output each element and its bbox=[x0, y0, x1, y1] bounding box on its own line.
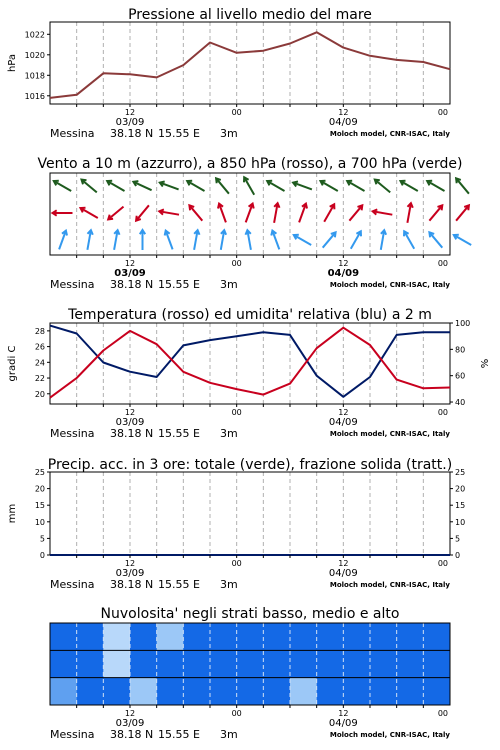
wind-arrow-shaft bbox=[347, 181, 364, 191]
date-label: 03/09 bbox=[114, 268, 146, 279]
location-lon: 15.55 E bbox=[158, 427, 200, 440]
chart-title: Pressione al livello medio del mare bbox=[128, 7, 372, 23]
wind-arrow-shaft bbox=[324, 204, 334, 221]
y-tick-label: 24 bbox=[34, 358, 45, 368]
temperature-line bbox=[50, 328, 450, 398]
y-tick-label-right: 80 bbox=[455, 345, 466, 355]
x-tick-label: 00 bbox=[437, 709, 448, 718]
wind-arrow bbox=[59, 231, 67, 250]
cloud-cell bbox=[210, 650, 237, 677]
cloud-cell bbox=[237, 678, 264, 705]
wind-arrow bbox=[427, 181, 444, 191]
y-tick-label: 15 bbox=[34, 501, 45, 511]
wind-arrow bbox=[114, 230, 119, 250]
wind-arrow-shaft bbox=[429, 232, 442, 247]
wind-arrow-shaft bbox=[136, 205, 149, 220]
cloud-cell bbox=[210, 623, 237, 650]
wind-arrow bbox=[267, 181, 284, 191]
cloud-cell bbox=[183, 623, 210, 650]
cloud-cell bbox=[263, 678, 290, 705]
wind-arrow bbox=[456, 178, 469, 193]
x-tick-label: 00 bbox=[231, 259, 242, 268]
wind-arrow bbox=[456, 205, 469, 220]
chart-title: Vento a 10 m (azzurro), a 850 hPa (rosso), a 700 hPa (verde) bbox=[37, 156, 463, 172]
wind-arrow bbox=[107, 181, 124, 191]
y-tick-label-right: 40 bbox=[455, 398, 466, 408]
location-alt: 3m bbox=[220, 278, 238, 291]
wind-arrow bbox=[133, 181, 151, 190]
wind-arrow-shaft bbox=[454, 235, 471, 245]
cloud-cell bbox=[103, 623, 130, 650]
y-axis-label: gradi C bbox=[7, 345, 18, 382]
y-axis-label: hPa bbox=[7, 53, 18, 73]
model-credit: Moloch model, CNR-ISAC, Italy bbox=[329, 731, 450, 739]
cloud-cell bbox=[290, 623, 317, 650]
wind-arrow-shaft bbox=[54, 181, 71, 191]
y-tick-label: 28 bbox=[34, 326, 45, 336]
location-lon: 15.55 E bbox=[158, 127, 200, 140]
cloud-cell bbox=[103, 650, 130, 677]
precipitation-panel bbox=[7, 457, 465, 591]
location-alt: 3m bbox=[220, 728, 238, 741]
y-tick-label: 1022 bbox=[24, 30, 45, 40]
wind-arrow-shaft bbox=[456, 205, 469, 220]
cloud-cell bbox=[157, 678, 184, 705]
model-credit: Moloch model, CNR-ISAC, Italy bbox=[329, 581, 450, 589]
y-tick-label: 1018 bbox=[24, 71, 45, 81]
y-tick-label-right: 10 bbox=[455, 517, 466, 527]
wind-arrow-shaft bbox=[351, 231, 361, 248]
humidity-line bbox=[50, 326, 450, 397]
pressure-panel bbox=[7, 7, 450, 140]
cloud-cell bbox=[103, 678, 130, 705]
wind-arrow bbox=[323, 232, 336, 247]
pressure-line bbox=[50, 32, 450, 98]
y-axis-label-right: % bbox=[480, 358, 491, 369]
wind-arrow bbox=[160, 182, 179, 190]
cloud-cell bbox=[343, 623, 370, 650]
wind-arrow bbox=[293, 182, 312, 190]
model-credit: Moloch model, CNR-ISAC, Italy bbox=[329, 430, 450, 438]
wind-arrow bbox=[407, 203, 412, 223]
clouds-panel bbox=[50, 606, 450, 741]
cloud-cell bbox=[397, 623, 424, 650]
wind-arrow bbox=[351, 231, 361, 248]
date-label: 03/09 bbox=[115, 568, 145, 579]
chart-title: Nuvolosita' negli strati basso, medio e alto bbox=[100, 606, 400, 622]
cloud-cell bbox=[237, 650, 264, 677]
cloud-cell bbox=[317, 650, 344, 677]
x-tick-label: 12 bbox=[124, 408, 136, 417]
location-name: Messina bbox=[50, 278, 95, 291]
y-tick-label-right: 60 bbox=[455, 371, 466, 381]
location-name: Messina bbox=[50, 127, 95, 140]
x-tick-label: 00 bbox=[437, 108, 448, 117]
x-tick-label: 00 bbox=[231, 408, 242, 417]
wind-arrow bbox=[429, 232, 442, 247]
cloud-cell bbox=[210, 678, 237, 705]
cloud-cell bbox=[157, 650, 184, 677]
wind-arrow-shaft bbox=[189, 205, 202, 220]
wind-arrow bbox=[108, 207, 123, 220]
y-tick-label: 5 bbox=[39, 534, 45, 544]
wind-arrow bbox=[82, 180, 97, 193]
wind-panel bbox=[37, 156, 471, 291]
wind-arrow bbox=[299, 204, 307, 223]
location-lat: 38.18 N bbox=[110, 278, 154, 291]
x-tick-label: 12 bbox=[124, 559, 136, 568]
x-tick-label: 00 bbox=[437, 559, 448, 568]
date-label: 03/09 bbox=[115, 417, 145, 428]
y-tick-label-right: 15 bbox=[455, 501, 466, 511]
wind-arrow bbox=[324, 204, 334, 221]
plot-frame bbox=[50, 22, 450, 104]
y-tick-label: 20 bbox=[34, 484, 45, 494]
y-axis-label: mm bbox=[7, 503, 18, 524]
y-tick-label: 1020 bbox=[24, 50, 45, 60]
cloud-cell bbox=[263, 650, 290, 677]
y-tick-label: 22 bbox=[34, 374, 45, 384]
cloud-cell bbox=[50, 623, 77, 650]
wind-arrow bbox=[216, 178, 229, 193]
wind-arrow bbox=[347, 181, 364, 191]
x-tick-label: 12 bbox=[338, 709, 349, 718]
wind-arrow bbox=[187, 181, 204, 191]
y-tick-label-right: 100 bbox=[455, 319, 471, 328]
chart-title: Precip. acc. in 3 ore: totale (verde), frazione solida (tratt.) bbox=[47, 457, 453, 473]
cloud-cell bbox=[130, 678, 157, 705]
date-label: 03/09 bbox=[115, 117, 145, 128]
x-tick-label: 12 bbox=[124, 259, 136, 268]
date-label: 04/09 bbox=[328, 568, 358, 579]
chart-title: Temperatura (rosso) ed umidita' relativa (blu) a 2 m bbox=[68, 307, 432, 323]
location-alt: 3m bbox=[220, 578, 238, 591]
wind-arrow-shaft bbox=[133, 182, 151, 190]
wind-arrow bbox=[165, 231, 173, 250]
wind-arrow bbox=[140, 230, 145, 250]
location-alt: 3m bbox=[220, 127, 238, 140]
wind-arrow bbox=[244, 177, 254, 194]
location-lon: 15.55 E bbox=[158, 278, 200, 291]
wind-arrow bbox=[218, 204, 226, 223]
x-tick-label: 00 bbox=[231, 559, 242, 568]
wind-arrow bbox=[373, 209, 393, 214]
wind-arrow-shaft bbox=[401, 181, 418, 191]
date-label: 04/09 bbox=[327, 268, 360, 279]
x-tick-label: 00 bbox=[231, 108, 242, 117]
date-label: 03/09 bbox=[115, 718, 145, 729]
x-tick-label: 12 bbox=[338, 559, 349, 568]
location-alt: 3m bbox=[220, 427, 238, 440]
y-tick-label: 20 bbox=[34, 389, 45, 399]
wind-arrow bbox=[271, 231, 279, 250]
wind-arrow bbox=[429, 205, 442, 220]
cloud-cell bbox=[50, 650, 77, 677]
cloud-cell bbox=[423, 650, 450, 677]
wind-arrow-shaft bbox=[429, 205, 442, 220]
x-tick-label: 00 bbox=[231, 709, 242, 718]
temperature-panel bbox=[7, 307, 491, 440]
cloud-cell bbox=[290, 650, 317, 677]
cloud-cell bbox=[157, 623, 184, 650]
wind-arrow-shaft bbox=[456, 178, 469, 193]
wind-arrow bbox=[404, 231, 414, 248]
wind-arrow bbox=[136, 205, 149, 220]
wind-arrow-shaft bbox=[108, 207, 123, 220]
cloud-cell bbox=[370, 678, 397, 705]
wind-arrow-shaft bbox=[294, 235, 311, 245]
x-tick-label: 12 bbox=[338, 259, 349, 268]
wind-arrow bbox=[454, 235, 471, 245]
wind-arrow-shaft bbox=[267, 181, 284, 191]
wind-arrow bbox=[349, 205, 362, 220]
cloud-cell bbox=[397, 678, 424, 705]
wind-arrow-shaft bbox=[375, 180, 390, 193]
y-tick-label: 25 bbox=[34, 468, 45, 477]
location-name: Messina bbox=[50, 578, 95, 591]
cloud-cell bbox=[343, 678, 370, 705]
wind-arrow bbox=[246, 204, 254, 223]
cloud-cell bbox=[237, 623, 264, 650]
wind-arrow-shaft bbox=[244, 177, 254, 194]
wind-arrow bbox=[194, 230, 199, 250]
wind-arrow-shaft bbox=[427, 181, 444, 191]
wind-arrow-shaft bbox=[323, 232, 336, 247]
wind-arrow-shaft bbox=[187, 181, 204, 191]
cloud-cell bbox=[77, 678, 104, 705]
wind-arrow bbox=[53, 210, 73, 215]
cloud-cell bbox=[183, 678, 210, 705]
y-tick-label-right: 25 bbox=[455, 468, 466, 477]
wind-arrow bbox=[189, 205, 202, 220]
cloud-cell bbox=[343, 650, 370, 677]
model-credit: Moloch model, CNR-ISAC, Italy bbox=[329, 281, 450, 289]
x-tick-label: 12 bbox=[124, 709, 136, 718]
cloud-cell bbox=[130, 623, 157, 650]
wind-arrow-shaft bbox=[404, 231, 414, 248]
wind-arrow-shaft bbox=[349, 205, 362, 220]
cloud-cell bbox=[370, 623, 397, 650]
cloud-cell bbox=[130, 650, 157, 677]
x-tick-label: 00 bbox=[437, 259, 448, 268]
y-tick-label-right: 5 bbox=[455, 534, 461, 544]
y-tick-label: 10 bbox=[34, 517, 45, 527]
y-tick-label-right: 20 bbox=[455, 484, 466, 494]
plot-frame bbox=[50, 472, 450, 555]
cloud-cell bbox=[423, 678, 450, 705]
location-lat: 38.18 N bbox=[110, 127, 154, 140]
cloud-cell bbox=[397, 650, 424, 677]
wind-arrow-shaft bbox=[82, 180, 97, 193]
location-lat: 38.18 N bbox=[110, 578, 154, 591]
location-name: Messina bbox=[50, 728, 95, 741]
cloud-cell bbox=[77, 650, 104, 677]
wind-arrow-shaft bbox=[321, 181, 338, 191]
wind-arrow bbox=[54, 181, 71, 191]
wind-arrow bbox=[87, 230, 92, 250]
cloud-cell bbox=[263, 623, 290, 650]
y-tick-label: 1016 bbox=[24, 91, 45, 101]
date-label: 04/09 bbox=[328, 718, 358, 729]
wind-arrow bbox=[401, 181, 418, 191]
cloud-cell bbox=[77, 623, 104, 650]
x-tick-label: 00 bbox=[437, 408, 448, 417]
cloud-cell bbox=[290, 678, 317, 705]
y-tick-label: 26 bbox=[34, 342, 45, 352]
model-credit: Moloch model, CNR-ISAC, Italy bbox=[329, 130, 450, 138]
x-tick-label: 12 bbox=[338, 108, 349, 117]
date-label: 04/09 bbox=[328, 117, 358, 128]
wind-arrow-shaft bbox=[81, 208, 98, 218]
wind-arrow bbox=[159, 209, 179, 214]
wind-arrow bbox=[221, 230, 226, 250]
wind-arrow bbox=[321, 181, 338, 191]
wind-arrow-shaft bbox=[216, 178, 229, 193]
wind-arrow bbox=[81, 208, 98, 218]
wind-arrow bbox=[381, 230, 386, 250]
cloud-cell bbox=[317, 678, 344, 705]
wind-arrow bbox=[294, 235, 311, 245]
x-tick-label: 12 bbox=[338, 408, 349, 417]
wind-arrow bbox=[375, 180, 390, 193]
x-tick-label: 12 bbox=[124, 108, 136, 117]
y-tick-label: 0 bbox=[39, 551, 45, 560]
cloud-cell bbox=[50, 678, 77, 705]
cloud-cell bbox=[423, 623, 450, 650]
wind-arrow bbox=[246, 230, 251, 250]
location-lon: 15.55 E bbox=[158, 728, 200, 741]
cloud-cell bbox=[370, 650, 397, 677]
location-lat: 38.18 N bbox=[110, 728, 154, 741]
y-tick-label-right: 0 bbox=[455, 551, 461, 560]
wind-arrow bbox=[274, 203, 279, 223]
location-lat: 38.18 N bbox=[110, 427, 154, 440]
cloud-cell bbox=[317, 623, 344, 650]
wind-arrow-shaft bbox=[107, 181, 124, 191]
location-name: Messina bbox=[50, 427, 95, 440]
date-label: 04/09 bbox=[328, 417, 358, 428]
location-lon: 15.55 E bbox=[158, 578, 200, 591]
cloud-cell bbox=[183, 650, 210, 677]
